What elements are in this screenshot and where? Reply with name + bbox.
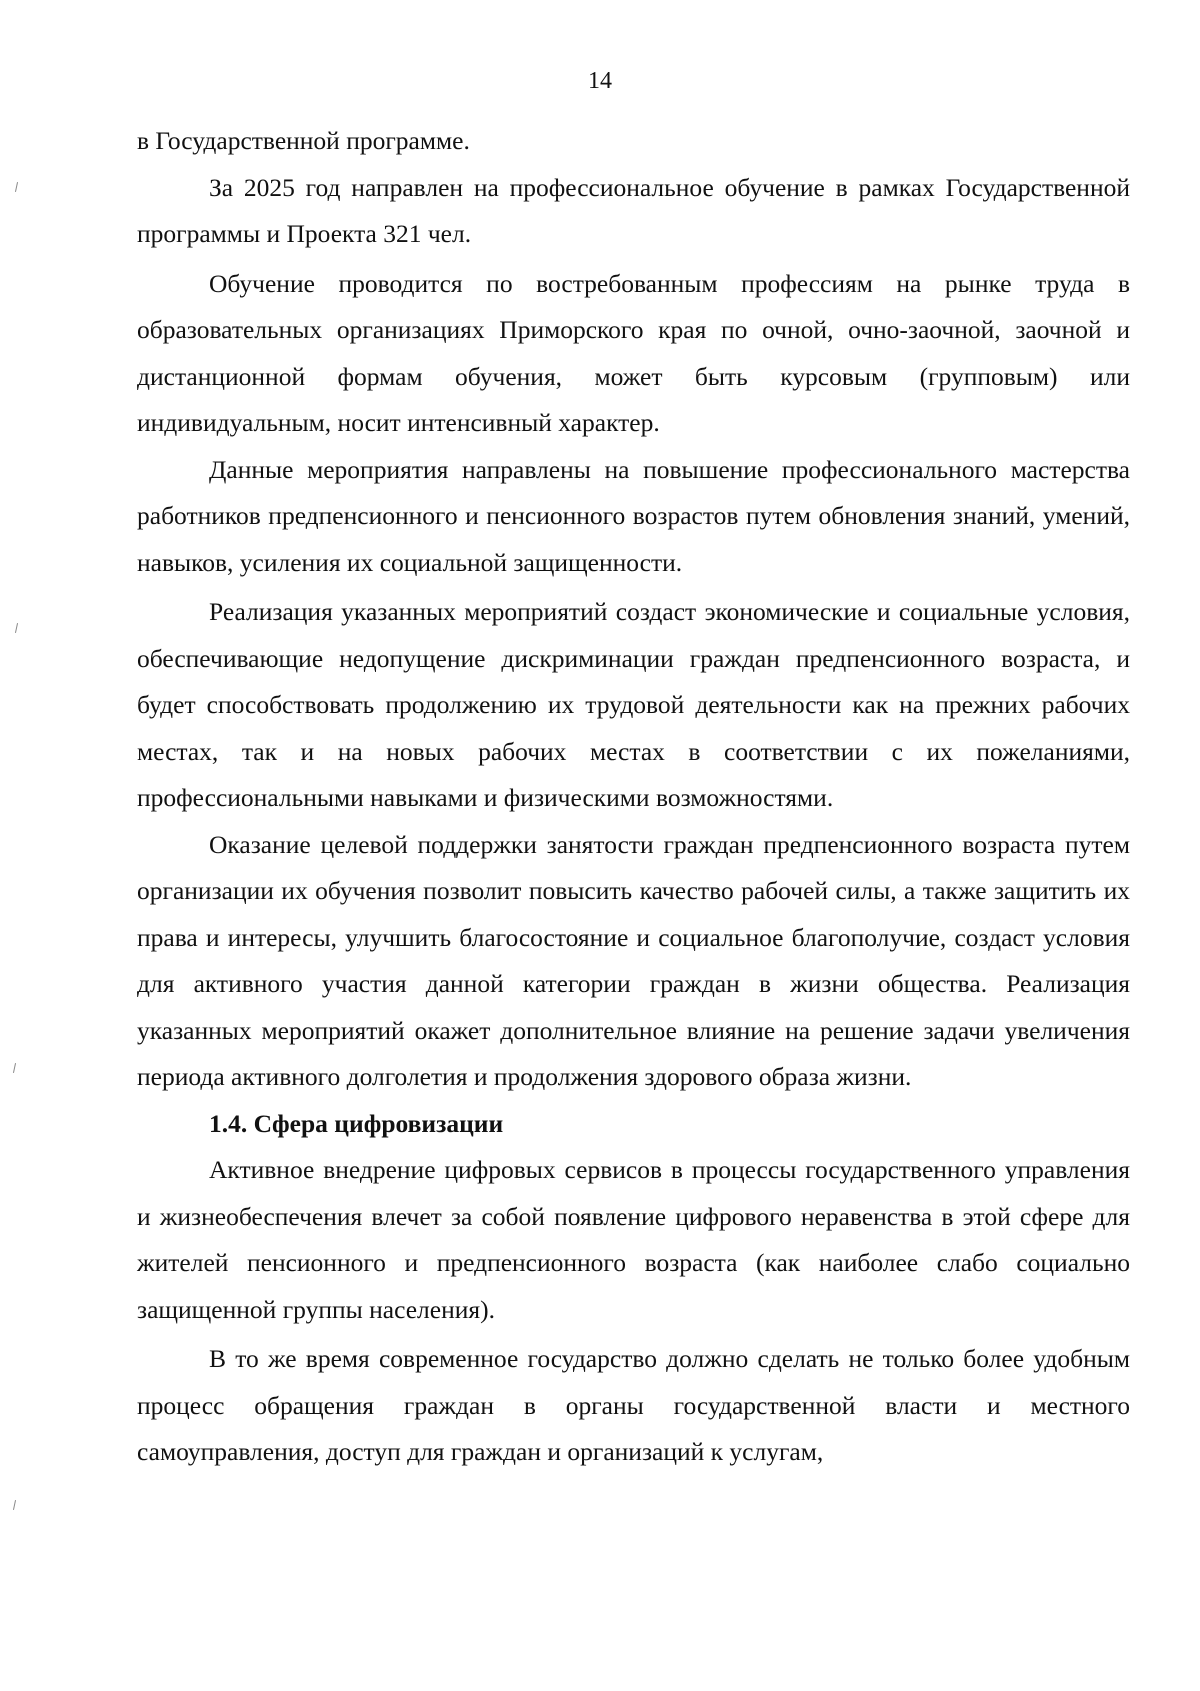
- paragraph: в Государственной программе.: [137, 126, 470, 155]
- paragraph: Обучение проводится по востребованным профессиям на рынке труда в образовательных организациях Приморского края по очной, очно-заочной, заочной и дистанционной формам обучения, может быть курсовым (групповым) или индивидуальным, носит интенсивный характер.: [137, 268, 1130, 437]
- paragraph: В то же время современное государство должно сделать не только более удобным процесс обращения граждан в органы государственной власти и местного самоуправления, доступ для граждан и организаций к услугам,: [137, 1344, 1130, 1466]
- section-heading: 1.4. Сфера цифровизации: [209, 1108, 504, 1138]
- paragraph: Активное внедрение цифровых сервисов в процессы государственного управления и жизнеобеспечения влечет за собой появление цифрового неравенства в этой сфере для жителей пенсионного и предпенсионного возраста (как наиболее слабо социально защищенной группы населения).: [137, 1155, 1130, 1324]
- scan-margin-mark: [13, 1063, 16, 1073]
- paragraph: Реализация указанных мероприятий создаст экономические и социальные условия, обеспечивающие недопущение дискриминации граждан предпенсионного возраста, и будет способствовать продолжению их трудовой деятельности как на прежних рабочих местах, так и на новых рабочих местах в соответствии с их пожеланиями, профессиональными навыками и физическими возможностями.: [137, 597, 1130, 812]
- paragraph: Оказание целевой поддержки занятости граждан предпенсионного возраста путем организации их обучения позволит повысить качество рабочей силы, а также защитить их права и интересы, улучшить благосостояние и социальное благополучие, создаст условия для активного участия данной категории граждан в жизни общества. Реализация указанных мероприятий окажет дополнительное влияние на решение задачи увеличения периода активного долголетия и продолжения здорового образа жизни.: [137, 829, 1130, 1091]
- scan-margin-mark: [13, 1500, 16, 1510]
- document-body: [137, 118, 1130, 1476]
- scan-margin-mark: [15, 623, 18, 633]
- paragraph: Данные мероприятия направлены на повышение профессионального мастерства работников предпенсионного и пенсионного возрастов путем обновления знаний, умений, навыков, усиления их социальной защищенности.: [137, 454, 1130, 577]
- paragraph: За 2025 год направлен на профессиональное обучение в рамках Государственной программы и Проекта 321 чел.: [137, 172, 1130, 248]
- scan-margin-mark: [15, 182, 18, 192]
- page-number: 14: [588, 68, 612, 94]
